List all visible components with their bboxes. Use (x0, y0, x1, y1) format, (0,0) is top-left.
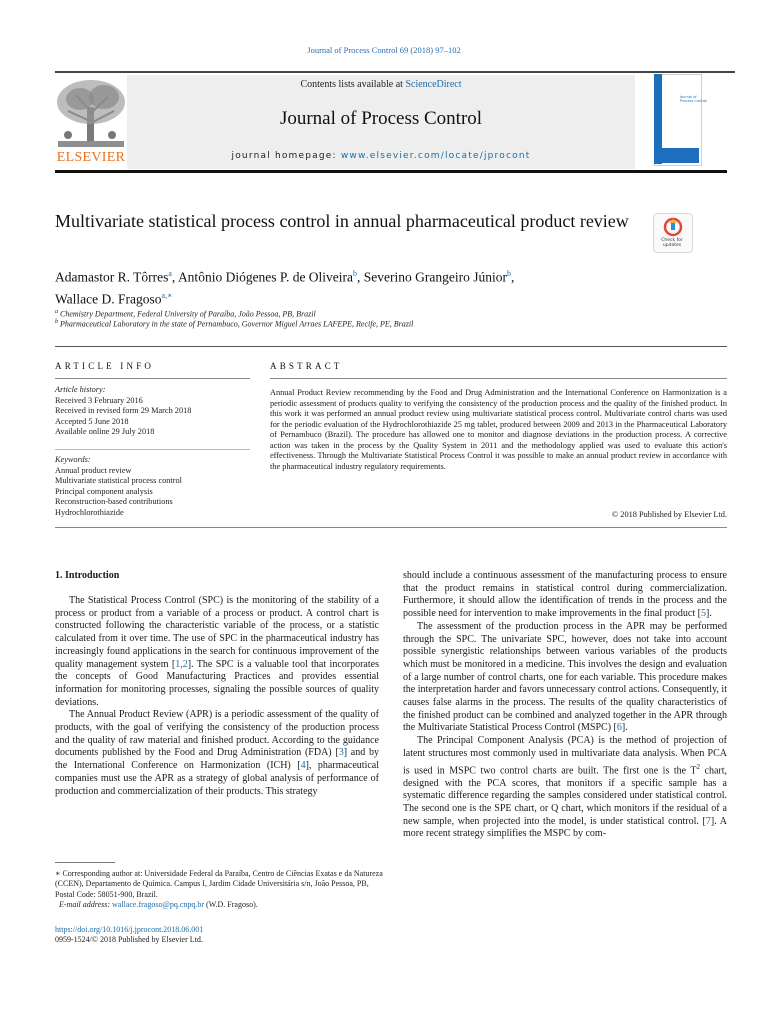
keywords-label: Keywords: (55, 455, 91, 464)
paragraph-text: ]. (705, 608, 712, 620)
abstract-rule (270, 378, 727, 379)
history-item: Received 3 February 2016 (55, 395, 143, 405)
cover-bottom-band (655, 148, 699, 163)
cover-title: Journal of Process Control (680, 95, 708, 104)
check-updates-icon (654, 214, 692, 238)
issn-line: 0959-1524/© 2018 Published by Elsevier Ltd. (55, 935, 203, 945)
abstract-copyright: © 2018 Published by Elsevier Ltd. (611, 510, 727, 519)
paragraph-text: The assessment of the production process in the APR may be performed through the SPC. The univariate SPC, however, does not take into account possible synergistic relationships between various variables of the products which must be monitored in a medicine. This involves the design and evaluation of a large number of control charts, one for each variable. This procedure makes the interpretation harder and favors unnecessary control actions. Consequently, it causes false alarms in the process. The results of the quality characteristics of the finished product can be combined and analyzed together in the APR through the Multivariate Statistical Process Control (MSPC) [ (403, 620, 727, 734)
keyword-item: Multivariate statistical process control (55, 476, 182, 485)
keyword-item: Principal component analysis (55, 486, 153, 496)
sciencedirect-link[interactable]: ScienceDirect (405, 79, 462, 90)
keyword-item: Annual product review (55, 465, 132, 475)
abstract-heading: ABSTRACT (270, 361, 343, 371)
paragraph-text: The Principal Component Analysis (PCA) is the method of projection of latent structures most commonly used in multivariate data analysis. When PCA is used in MSPC two control charts are built. The first one is the T (403, 735, 727, 776)
author-name[interactable]: Adamastor R. Tôrres (55, 269, 169, 285)
history-item: Received in revised form 29 March 2018 (55, 406, 192, 415)
footnote-mark: ∗ (55, 869, 61, 878)
intro-paragraph (403, 621, 727, 735)
homepage-link[interactable]: www.elsevier.com/locate/jprocont (340, 151, 531, 161)
keywords-block (55, 455, 255, 518)
introduction-heading: 1. Introduction (55, 570, 120, 581)
paragraph-text: ]. A more recent strategy simplifies the MSPC by com- (403, 815, 728, 840)
affiliation-mark: b (55, 319, 58, 325)
author-name[interactable]: Severino Grangeiro Júnior (363, 269, 508, 285)
author-list (55, 265, 665, 308)
email-label: E-mail address: (59, 899, 111, 909)
corresponding-author-footnote (55, 869, 385, 910)
author-separator: , (171, 269, 178, 285)
left-column (55, 595, 379, 798)
check-updates-label: Check for updates (661, 238, 683, 248)
affiliation-mark: a (55, 309, 58, 315)
affiliation-text: Pharmaceutical Laboratory in the state of Pernambuco, Governor Miguel Arraes LAFEPE, Recife, PE, Brazil (60, 319, 414, 329)
superscript: 2 (696, 762, 700, 771)
affiliation-text: Chemistry Department, Federal University of Paraíba, João Pessoa, PB, Brazil (60, 309, 316, 319)
doi-block (55, 925, 203, 946)
email-owner: (W.D. Fragoso). (206, 899, 258, 909)
intro-paragraph (403, 735, 727, 841)
elsevier-wordmark: ELSEVIER (56, 150, 126, 165)
reference-link[interactable]: 7 (705, 815, 711, 827)
affiliation-b (55, 319, 413, 329)
reference-link[interactable]: 5 (700, 608, 706, 620)
paragraph-text: ], pharmaceutical companies must use the APR as a strategy of global analysis of performance of production and commercialization of their products. This strategy (55, 760, 379, 797)
abstract-bottom-rule (55, 527, 727, 528)
author-separator: , (511, 269, 515, 285)
journal-title: Journal of Process Control (279, 108, 483, 129)
contents-line (127, 79, 635, 90)
article-history-label: Article history: (55, 385, 106, 394)
author-affiliation-mark[interactable]: a (168, 269, 172, 278)
reference-link[interactable]: 3 (338, 747, 344, 759)
paragraph-text: chart, designed with the PCA scores, that monitors if a specific sample has a systematic difference regarding the samples considered under statistical control. The second one is the SPE chart, or Q chart, which monitors if the residual of a new sample, when projected into the model, is under statistical control. [ (403, 764, 727, 827)
history-item: Accepted 5 June 2018 (55, 416, 129, 426)
author-affiliation-mark[interactable]: b (353, 269, 358, 278)
right-column (403, 570, 727, 841)
section-top-rule (55, 346, 727, 347)
keyword-item: Reconstruction-based contributions (55, 497, 173, 506)
affiliation-a (55, 309, 316, 319)
author-affiliation-mark[interactable]: b (507, 269, 512, 278)
reference-link[interactable]: 4 (300, 760, 306, 772)
keyword-item: Hydrochlorothiazide (55, 507, 124, 517)
article-info-rule (55, 378, 250, 379)
paragraph-text: should include a continuous assessment of the manufacturing process to ensure that the product remains in statistical control during commercialization. Furthermore, it should allow the identification of trends in the process and the possible need for intervention to make improvements in the final product [ (403, 570, 727, 620)
intro-paragraph (55, 595, 379, 709)
keywords-divider (55, 449, 250, 450)
journal-citation[interactable]: Journal of Process Control 69 (2018) 97–102 (307, 45, 461, 55)
article-info-heading: ARTICLE INFO (55, 361, 155, 371)
author-name[interactable]: Antônio Diógenes P. de Oliveira (177, 269, 354, 285)
paragraph-text: ]. The SPC is a valuable tool that incorporates the concepts of Good Manufacturing Practices and provides essential information for monitoring processes, signaling the possible sources of quality deviations. (55, 658, 379, 708)
intro-paragraph (55, 709, 379, 798)
paragraph-text: ]. (621, 722, 628, 734)
author-separator: , (357, 269, 364, 285)
author-name[interactable]: Wallace D. Fragoso (55, 291, 162, 306)
footnote-text: Corresponding author at: Universidade Federal da Paraíba, Centro de Ciências Exatas e da Natureza (CCEN), Departamento de Química. Campus I, Jardim Cidade Universitária s/n, João Pessoa, PB, Postal Code: 58051-900, Brazil. (55, 869, 383, 899)
paper-title: Multivariate statistical process control in annual pharmaceutical product review (55, 211, 629, 231)
abstract-text: Annual Product Review recommending by the Food and Drug Administration and the International Conference on Harmonization is a periodic assessment of products quality to verifying the consistency of the production process and the quality of the finished product. In this work it was performed an annual product review using multivariate statistical process control. Multivariate control charts was used for the periodic evaluation of the Hydrochlorothiazide 25 mg tablet, produced between 2009 and 2013 in the Pharmaceutical Laboratory of Pernambuco (Brazil). The procedure has allowed one to monitor and diagnose deviations in the production process. A corrective action was taken in the process by the Quality System in 2011 and the methodology applied was used to evaluate this action's effectiveness. Through the Multivariate Statistical Process Control it was possible to make an annual product review in accordance with the pharmaceutical industry regulatory requirements. (270, 388, 727, 471)
author-affiliation-mark[interactable]: a,∗ (161, 290, 173, 300)
contents-prefix: Contents lists available at (300, 79, 406, 90)
reference-link[interactable]: 6 (616, 722, 622, 734)
intro-paragraph (403, 570, 727, 621)
email-link[interactable]: wallace.fragoso@pq.cnpq.br (112, 899, 205, 909)
homepage-label: journal homepage: (231, 151, 341, 161)
footnote-rule (55, 862, 115, 863)
header-top-rule (55, 71, 735, 73)
journal-homepage (127, 151, 635, 161)
paragraph-text: The Annual Product Review (APR) is a periodic assessment of the quality of products, with the goal of verifying the consistency of the production process and the quality of raw material and finished product. According to the guidance documents published by the Food and Drug Administration (FDA) [ (55, 709, 379, 759)
paragraph-text: ] and by the International Conference on Harmonization (ICH) [ (55, 747, 379, 772)
article-history (55, 385, 255, 438)
header-bottom-rule (55, 170, 727, 173)
paragraph-text: The Statistical Process Control (SPC) is the monitoring of the stability of a process or product from a variable of a process or product. A control chart is constructed following the characteristic variable of the process, or a statistic calculated from it over time. The use of SPC in the pharmaceutical industry has increasingly found applications in the search for continuous improvement of the quality management system [ (55, 595, 379, 670)
history-item: Available online 29 July 2018 (55, 427, 155, 436)
doi-link[interactable]: https://doi.org/10.1016/j.jprocont.2018.06.001 (55, 925, 204, 934)
reference-link[interactable]: 1,2 (175, 658, 188, 670)
